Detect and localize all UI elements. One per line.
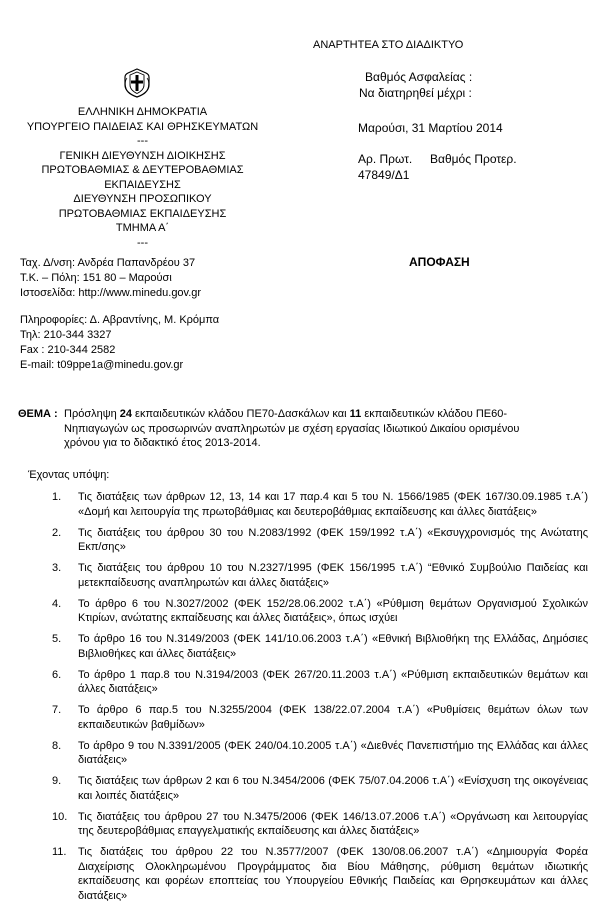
authority-separator: --- <box>137 236 148 249</box>
authority-separator: --- <box>137 135 148 147</box>
list-item: 7. Το άρθρο 6 παρ.5 του Ν.3255/2004 (ΦΕΚ 138/22.07.2004 τ.Α΄) «Ρυθμίσεις θεμάτων όλων των εκπαιδευτικών βαθμίδων» <box>52 704 588 731</box>
authority-line: ΕΚΠΑΙΔΕΥΣΗΣ <box>104 178 181 191</box>
info-persons: Πληροφορίες: Δ. Αβραντίνης, Μ. Κρόμπα <box>20 314 220 326</box>
subject-label: ΘΕΜΑ : <box>18 408 58 420</box>
protocol-number-value: 47849/Δ1 <box>358 168 410 182</box>
authority-line: ΓΕΝΙΚΗ ΔΙΕΥΘΥΝΣΗ ΔΙΟΙΚΗΣΗΣ <box>59 149 226 162</box>
list-item: 6. Το άρθρο 1 παρ.8 του Ν.3194/2003 (ΦΕΚ 267/20.11.2003 τ.Α΄) «Ρύθμιση εκπαιδευτικών θεμάτων και άλλες διατάξεις» <box>52 668 588 695</box>
list-item: 3. Τις διατάξεις του άρθρου 10 του Ν.2327/1995 (ΦΕΚ 156/1995 τ.Α΄) “Εθνικό Συμβούλιο Παιδείας και μετεκπαίδευσης αναπληρωτών και άλλες διατάξεις» <box>52 562 588 589</box>
list-item: 2. Τις διατάξεις του άρθρου 30 του Ν.2083/1992 (ΦΕΚ 159/1992 τ.Α΄) «Εκσυγχρονισμός της Ανώτατης Εκπ/σης» <box>52 526 588 553</box>
place-date: Μαρούσι, 31 Μαρτίου 2014 <box>358 121 503 135</box>
phone: Τηλ: 210-344 3327 <box>20 329 112 341</box>
website: Ιστοσελίδα: http://www.minedu.gov.gr <box>20 287 202 299</box>
list-item: 8. Το άρθρο 9 του Ν.3391/2005 (ΦΕΚ 240/04.10.2005 τ.Α΄) «Διεθνές Πανεπιστήμιο της Ελλάδας και άλλες διατάξεις» <box>52 739 588 766</box>
list-item: 1. Τις διατάξεις των άρθρων 12, 13, 14 και 17 παρ.4 και 5 του Ν. 1566/1985 (ΦΕΚ 167/30.09.1985 τ.Α΄) «Δομή και λειτουργία της πρωτοβάθμιας και δευτεροβάθμιας εκπαίδευσης και άλλες διατάξεις» <box>52 491 588 518</box>
legal-basis-list <box>28 490 588 910</box>
address: Ταχ. Δ/νση: Ανδρέα Παπανδρέου 37 <box>20 257 196 269</box>
list-item: 10. Τις διατάξεις του άρθρου 27 του Ν.3475/2006 (ΦΕΚ 146/13.07.2006 τ.Α΄) «Οργάνωση και λειτουργίας της δευτεροβάθμιας επαγγελματικής εκπαίδευσης και άλλες διατάξεις» <box>52 810 588 837</box>
authority-line: ΕΛΛΗΝΙΚΗ ΔΗΜΟΚΡΑΤΙΑ <box>77 106 208 118</box>
list-item: 5. Το άρθρο 16 του Ν.3149/2003 (ΦΕΚ 141/10.06.2003 τ.Α΄) «Εθνική Βιβλιοθήκη της Ελλάδας, Δημόσιες Βιβλιοθήκες και άλλες διατάξεις» <box>52 633 588 660</box>
protocol-number-label: Αρ. Πρωτ. <box>358 152 413 166</box>
authority-line: ΔΙΕΥΘΥΝΣΗ ΠΡΟΣΩΠΙΚΟΥ <box>73 193 212 205</box>
list-item: 9. Τις διατάξεις των άρθρων 2 και 6 του Ν.3454/2006 (ΦΕΚ 75/07.04.2006 τ.Α΄) «Ενίσχυση της οικογένειας και λοιπές διατάξεις» <box>52 775 588 802</box>
priority-label: Βαθμός Προτερ. <box>430 152 517 166</box>
subject-text: Πρόσληψη 24 εκπαιδευτικών κλάδου ΠΕ70-Δασκάλων και 11 εκπαιδευτικών κλάδου ΠΕ60- Νηπιαγωγών ως προσωρινών αναπληρωτών με σχέση εργασίας Ιδιωτικού Δικαίου ορισμένου χρόνου για το διδακτικό έτος 2013-2014. <box>64 408 520 449</box>
list-item: 11. Τις διατάξεις του άρθρου 22 του Ν.3577/2007 (ΦΕΚ 130/08.06.2007 τ.Α΄) «Δημιουργία Φορέα Διαχείρισης Ολοκληρωμένου Προγράμματος δια Βίου Μάθησης, ρύθμιση θεμάτων ιδιωτικής εκπαίδευσης και φορέων εποπτείας του Υπουργείου Εθνικής Παιδείας και Θρησκευμάτων και άλλες διατάξεις» <box>52 846 588 902</box>
authority-line: ΠΡΩΤΟΒΑΘΜΙΑΣ & ΔΕΥΤΕΡΟΒΑΘΜΙΑΣ <box>41 164 244 176</box>
keep-until-label: Να διατηρηθεί μέχρι : <box>359 86 472 100</box>
email: E-mail: t09ppe1a@minedu.gov.gr <box>20 359 184 371</box>
issuing-authority <box>10 105 275 250</box>
list-item: 4. Το άρθρο 6 του Ν.3027/2002 (ΦΕΚ 152/28.06.2002 τ.Α΄) «Ρύθμιση θεμάτων Οργανισμού Σχολικών Κτιρίων, ανώτατης εκπαίδευσης και άλλες διατάξεις», όπως ισχύει <box>52 597 588 624</box>
security-grade-label: Βαθμός Ασφαλείας : <box>365 70 473 84</box>
considering-heading: Έχοντας υπόψη: <box>28 469 110 481</box>
fax: Fax : 210-344 2582 <box>20 344 116 356</box>
decision-title: ΑΠΟΦΑΣΗ <box>409 255 470 269</box>
publish-note: ΑΝΑΡΤΗΤΕΑ ΣΤΟ ΔΙΑΔΙΚΤΥΟ <box>313 39 464 51</box>
authority-line: ΠΡΩΤΟΒΑΘΜΙΑΣ ΕΚΠΑΙΔΕΥΣΗΣ <box>58 207 227 220</box>
city: Τ.Κ. – Πόλη: 151 80 – Μαρούσι <box>20 272 172 284</box>
greek-coat-of-arms-icon <box>124 68 150 98</box>
contact-info-block <box>20 313 219 373</box>
contact-address-block <box>20 256 201 301</box>
authority-line: ΤΜΗΜΑ Α΄ <box>115 222 170 234</box>
authority-line: ΥΠΟΥΡΓΕΙΟ ΠΑΙΔΕΙΑΣ ΚΑΙ ΘΡΗΣΚΕΥΜΑΤΩΝ <box>26 120 259 133</box>
